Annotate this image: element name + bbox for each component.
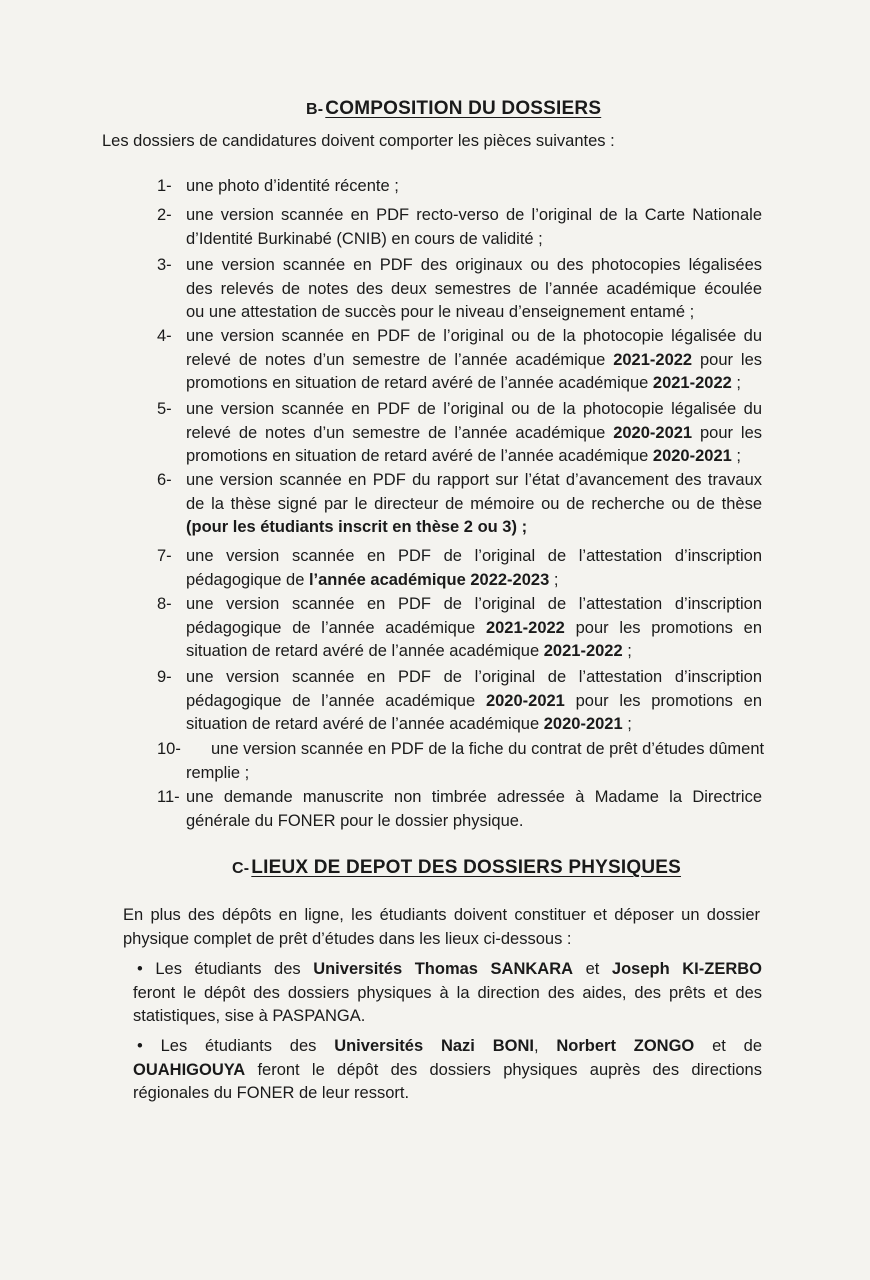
list-item-line: ou une attestation de succès pour le niveau d’enseignement entamé ; [186, 303, 695, 321]
list-item-line: pédagogique de l’année académique 2021-2022 pour les promotions en [186, 618, 762, 637]
list-item-number: 7- [157, 547, 172, 565]
list-item-line: une version scannée en PDF de l’original ou de la photocopie légalisée du [186, 400, 762, 418]
list-item-line: situation de retard avéré de l’année académique 2020-2021 ; [186, 715, 632, 733]
section-c-heading [232, 857, 681, 879]
section-c-bullet-line: statistiques, sise à PASPANGA. [133, 1007, 366, 1025]
list-item-number: 8- [157, 595, 172, 613]
list-item-line: relevé de notes d’un semestre de l’année académique 2021-2022 pour les [186, 350, 762, 369]
list-item-number: 9- [157, 668, 172, 686]
list-item-line: une version scannée en PDF de l’original ou de la photocopie légalisée du [186, 327, 762, 345]
list-item-number: 5- [157, 400, 172, 418]
section-c-bullet-line: • Les étudiants des Universités Nazi BONI, Norbert ZONGO et de [137, 1037, 762, 1055]
section-b-intro: Les dossiers de candidatures doivent comporter les pièces suivantes : [102, 132, 615, 150]
list-item-line: situation de retard avéré de l’année académique 2021-2022 ; [186, 642, 632, 660]
section-c-bullet-line: • Les étudiants des Universités Thomas SANKARA et Joseph KI-ZERBO [137, 960, 762, 978]
list-item-line: promotions en situation de retard avéré de l’année académique 2020-2021 ; [186, 447, 741, 465]
list-item-line: une version scannée en PDF de l’original de l’attestation d’inscription [186, 547, 762, 565]
list-item-line: remplie ; [186, 763, 250, 782]
list-item-line: relevé de notes d’un semestre de l’année académique 2020-2021 pour les [186, 423, 762, 442]
list-item-line: une version scannée en PDF recto-verso de l’original de la Carte Nationale [186, 206, 762, 224]
section-c-prefix: C- [232, 860, 250, 877]
section-b-title: COMPOSITION DU DOSSIERS [325, 98, 602, 119]
list-item-number: 1- [157, 177, 172, 195]
list-item-number: 6- [157, 471, 172, 489]
list-item-line: promotions en situation de retard avéré de l’année académique 2021-2022 ; [186, 374, 741, 392]
list-item-number: 3- [157, 256, 172, 274]
list-item-line: d’Identité Burkinabé (CNIB) en cours de validité ; [186, 229, 543, 248]
section-c-intro-line: En plus des dépôts en ligne, les étudiants doivent constituer et déposer un dossier [123, 906, 760, 924]
list-item-number: 4- [157, 327, 172, 345]
list-item-number: 2- [157, 206, 172, 224]
list-item-line: une version scannée en PDF de l’original de l’attestation d’inscription [186, 595, 762, 613]
section-b-prefix: B- [306, 101, 324, 118]
section-c-intro-line: physique complet de prêt d’études dans les lieux ci-dessous : [123, 929, 572, 948]
list-item-number: 10- [157, 740, 181, 758]
section-c-bullet-line: régionales du FONER de leur ressort. [133, 1084, 410, 1102]
list-item-line: une version scannée en PDF du rapport sur l’état d’avancement des travaux [186, 471, 762, 489]
list-item-line: générale du FONER pour le dossier physique. [186, 811, 524, 830]
list-item-number: 11- [157, 788, 180, 806]
list-item-line: pédagogique de l’année académique 2020-2021 pour les promotions en [186, 691, 762, 710]
section-c-bullet-line: OUAHIGOUYA feront le dépôt des dossiers physiques auprès des directions [133, 1060, 762, 1079]
section-c-title: LIEUX DE DEPOT DES DOSSIERS PHYSIQUES [251, 857, 682, 878]
section-b-heading [306, 98, 601, 120]
list-item-line: de la thèse signé par le directeur de mémoire ou de recherche ou de thèse [186, 494, 762, 513]
list-item-line: une version scannée en PDF des originaux ou des photocopies légalisées [186, 256, 762, 274]
list-item-line: pédagogique de l’année académique 2022-2023 ; [186, 570, 559, 589]
list-item-line: une demande manuscrite non timbrée adressée à Madame la Directrice [186, 788, 762, 806]
section-c-bullet-line: feront le dépôt des dossiers physiques à la direction des aides, des prêts et des [133, 983, 762, 1002]
list-item-line: une version scannée en PDF de la fiche du contrat de prêt d’études dûment [211, 740, 765, 758]
list-item-line: une version scannée en PDF de l’original de l’attestation d’inscription [186, 668, 762, 686]
list-item-line: des relevés de notes des deux semestres de l’année académique écoulée [186, 279, 762, 298]
list-item-line: (pour les étudiants inscrit en thèse 2 ou 3) ; [186, 518, 528, 536]
list-item-line: une photo d’identité récente ; [186, 177, 399, 195]
